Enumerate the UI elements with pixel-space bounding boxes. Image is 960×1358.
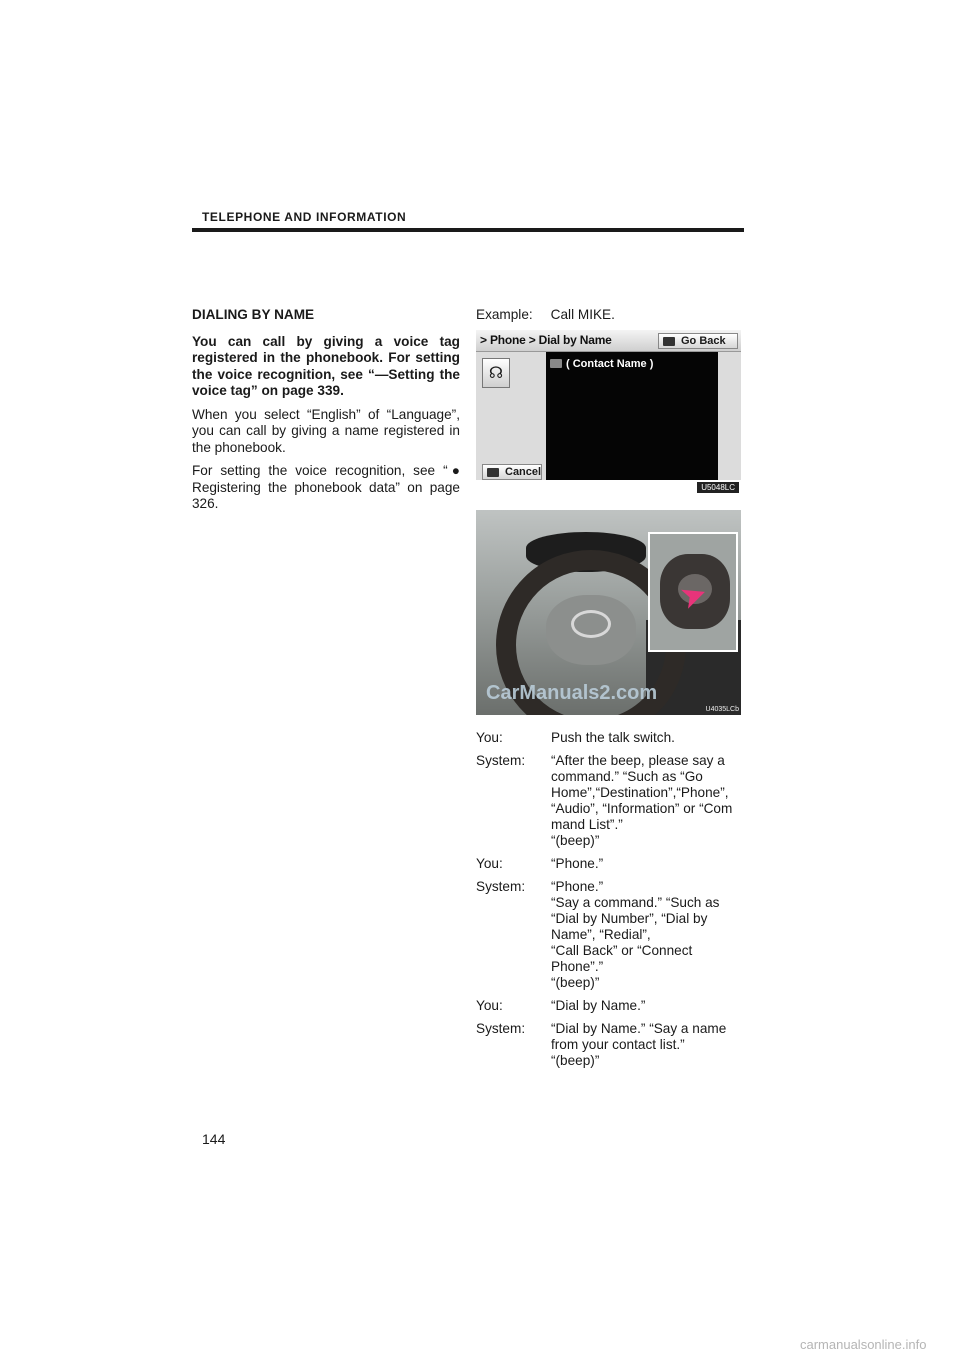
header-rule <box>192 228 744 232</box>
utterance-line: Phone”.” <box>551 959 604 974</box>
utterance-line: “Audio”, “Information” or “Com <box>551 801 733 816</box>
dialog-turn <box>476 998 748 1014</box>
voice-command-icon <box>550 359 562 368</box>
utterance-line: “(beep)” <box>551 975 600 990</box>
utterance-line: Home”,“Destination”,“Phone”, <box>551 785 729 800</box>
dialog-turn <box>476 1021 748 1069</box>
example-label: Example: <box>476 307 533 322</box>
screen-title-bar <box>476 330 741 352</box>
dialog-turn <box>476 730 748 746</box>
utterance-line: “Phone.” <box>551 879 604 894</box>
steering-wheel-photo <box>476 510 741 715</box>
utterance-line: “Call Back” or “Connect <box>551 943 693 958</box>
voice-command-icon <box>487 468 499 477</box>
screen-right-panel <box>718 352 741 480</box>
example-line <box>476 307 744 324</box>
body-paragraph-2: For setting the voice recognition, see “● Registering the phonebook data” on page 326. <box>192 463 460 511</box>
right-column <box>476 307 744 331</box>
contact-name-prompt <box>550 358 653 370</box>
utterance-line: Name”, “Redial”, <box>551 927 651 942</box>
dialog-turn <box>476 753 748 849</box>
cancel-button[interactable] <box>482 464 542 480</box>
section-heading: DIALING BY NAME <box>192 307 315 322</box>
utterance-line: “Dial by Name.” <box>551 998 646 1013</box>
go-back-label: Go Back <box>681 335 726 347</box>
footer-watermark: carmanualsonline.info <box>800 1337 927 1352</box>
left-column <box>192 307 460 520</box>
speaker: System: <box>476 879 526 894</box>
utterance-line: “Phone.” <box>551 856 604 871</box>
lexus-logo-icon <box>571 610 611 638</box>
utterance-line: Push the talk switch. <box>551 730 675 745</box>
speaker: You: <box>476 856 503 871</box>
utterance-line: “Dial by Name.” “Say a name <box>551 1021 727 1036</box>
body-paragraph-1: When you select “English” of “Language”, you can call by giving a name registered in the phonebook. <box>192 406 460 455</box>
speaker: System: <box>476 753 526 768</box>
voice-command-icon <box>663 337 675 346</box>
utterance <box>551 730 748 746</box>
pointer-arrow-icon: ➤ <box>674 573 713 617</box>
section-header: TELEPHONE AND INFORMATION <box>202 210 407 224</box>
image-watermark: CarManuals2.com <box>486 682 658 704</box>
utterance <box>551 1021 748 1069</box>
utterance-line: “Say a command.” “Such as <box>551 895 720 910</box>
example-text: Call MIKE. <box>550 307 615 322</box>
utterance-line: “(beep)” <box>551 1053 600 1068</box>
figure-code: U4035LCb <box>705 706 739 713</box>
utterance-line: command.” “Such as “Go <box>551 769 703 784</box>
utterance-line: “(beep)” <box>551 833 600 848</box>
cancel-label: Cancel <box>505 466 542 478</box>
talk-switch-inset <box>648 532 738 652</box>
voice-recognition-icon[interactable]: ☊ <box>482 358 510 388</box>
speaker: You: <box>476 998 503 1013</box>
speaker: You: <box>476 730 503 745</box>
figure-code: U5048LC <box>697 482 739 493</box>
voice-dialog <box>476 730 748 1076</box>
breadcrumb: > Phone > Dial by Name <box>480 333 612 347</box>
contact-name-label: ( Contact Name ) <box>566 358 654 370</box>
dialog-turn <box>476 879 748 991</box>
dial-by-name-screen-figure <box>476 330 741 493</box>
utterance-line: from your contact list.” <box>551 1037 685 1052</box>
utterance <box>551 753 748 849</box>
screen-left-panel <box>476 352 546 480</box>
utterance-line: “After the beep, please say a <box>551 753 725 768</box>
speaker: System: <box>476 1021 526 1036</box>
utterance-line: “Dial by Number”, “Dial by <box>551 911 708 926</box>
go-back-button[interactable] <box>658 333 738 349</box>
utterance <box>551 856 748 872</box>
page-number: 144 <box>202 1131 226 1147</box>
utterance <box>551 998 748 1014</box>
screen-main-area <box>546 352 718 480</box>
utterance-line: mand List”.” <box>551 817 623 832</box>
dialog-turn <box>476 856 748 872</box>
utterance <box>551 879 748 991</box>
lead-paragraph: You can call by giving a voice tag registered in the phonebook. For setting the voice recognition, see “—Setting the voice tag” on page 339. <box>192 333 460 398</box>
